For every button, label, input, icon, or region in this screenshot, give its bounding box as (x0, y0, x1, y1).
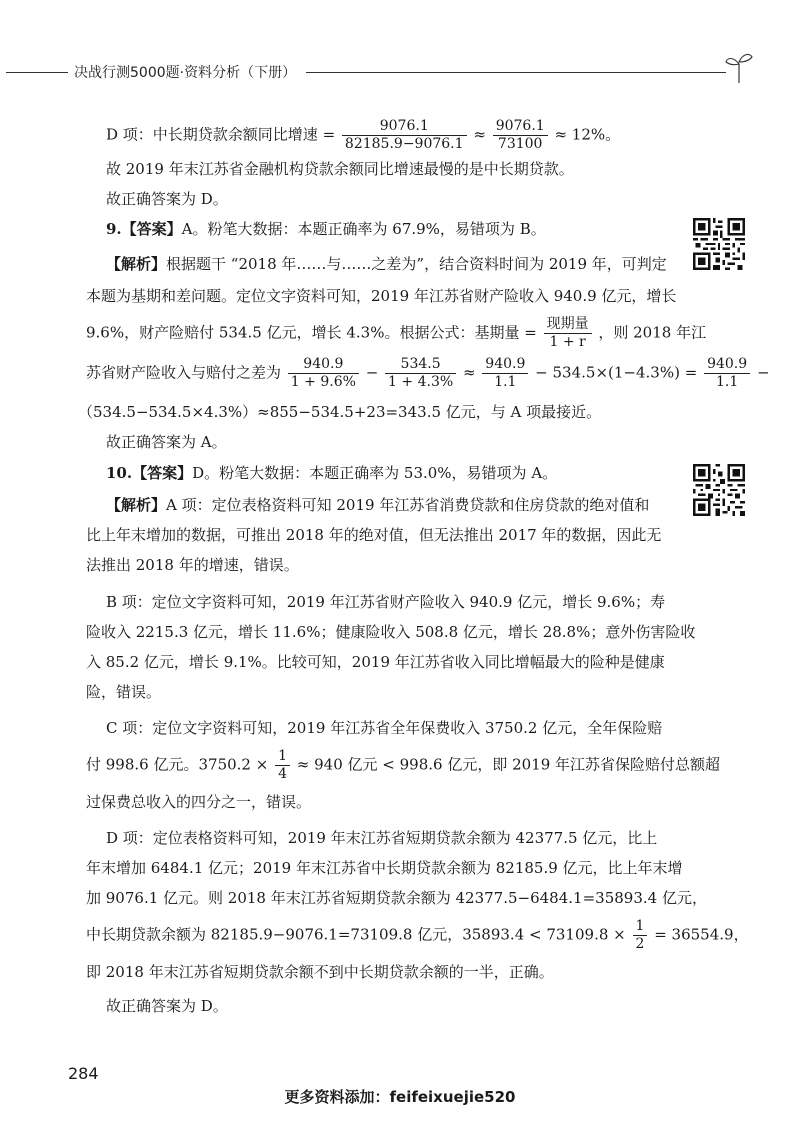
answer-9: 故正确答案为 A。 (106, 433, 227, 451)
header-title: 决战行测5000题·资料分析（下册） (74, 65, 297, 81)
fraction: $\frac{9076.1}{82185.9-9076.1}$ (342, 118, 467, 153)
fraction: $\frac{940.9}{1 + 9.6\%}$ (288, 356, 359, 391)
q10-analysis-d3: 加 9076.1 亿元。则 2018 年末江苏省短期贷款余额为 42377.5−6484.1=35893.4 亿元， (86, 889, 707, 907)
q9-analysis-2: 本题为基期和差问题。定位文字资料可知，2019 年江苏省财产险收入 940.9 亿元，增长 (86, 287, 677, 305)
answer-10: 故正确答案为 D。 (106, 997, 228, 1015)
footer-note: 更多资料添加：feifeixuejie520 (284, 1088, 516, 1106)
q10-analysis-b1: B 项：定位文字资料可知，2019 年江苏省财产险收入 940.9 亿元，增长 9.6%；寿 (106, 593, 666, 611)
fraction: $\frac{534.5}{1 + 4.3\%}$ (385, 356, 456, 391)
q9-answer-line: 9.【答案】A。粉笔大数据：本题正确率为 67.9%，易错项为 B。 (106, 220, 546, 238)
page-number: 284 (68, 1064, 99, 1083)
q9-analysis-4: 苏省财产险收入与赔付之差为 $\frac{940.9}{1 + 9.6\%}$ − $\frac{534.5}{1 + 4.3\%}$ ≈ $\frac{940.9}{1.1}$ − 534.5×(1−4.3%) = $\frac{940.9}{1.1}$ − (86, 356, 770, 390)
fraction: $\frac{1}{2}$ (633, 918, 648, 953)
q10-analysis-c2: 付 998.6 亿元。3750.2 × $\frac{1}{4}$ ≈ 940 亿元 < 998.6 亿元，即 2019 年江苏省保险赔付总额超 (86, 748, 721, 782)
q10-analysis-a3: 法推出 2018 年的增速，错误。 (86, 556, 299, 574)
q10-analysis-d5: 即 2018 年末江苏省短期贷款余额不到中长期贷款余额的一半，正确。 (86, 963, 554, 981)
q10-analysis-a1: 【解析】A 项：定位表格资料可知 2019 年江苏省消费贷款和住房贷款的绝对值和 (106, 496, 650, 514)
header-rule-left (6, 72, 68, 73)
q10-analysis-d1: D 项：定位表格资料可知，2019 年末江苏省短期贷款余额为 42377.5 亿元，比上 (106, 829, 658, 847)
conclusion-8: 故 2019 年末江苏省金融机构贷款余额同比增速最慢的是中长期贷款。 (106, 160, 574, 178)
fraction: $\frac{940.9}{1.1}$ (704, 356, 750, 391)
q10-analysis-c1: C 项：定位文字资料可知，2019 年江苏省全年保费收入 3750.2 亿元，全年保险赔 (106, 719, 663, 737)
fraction: $\frac{940.9}{1.1}$ (482, 356, 528, 391)
qr-code-icon[interactable] (693, 218, 745, 270)
q10-analysis-d4: 中长期贷款余额为 82185.9−9076.1=73109.8 亿元，35893.4 < 73109.8 × $\frac{1}{2}$ = 36554.9， (86, 918, 749, 952)
fraction: $\frac{9076.1}{73100}$ (493, 118, 548, 153)
q10-analysis-a2: 比上年末增加的数据，可推出 2018 年的绝对值，但无法推出 2017 年的数据，因此无 (86, 526, 662, 544)
fraction: $\frac{1}{4}$ (275, 748, 290, 783)
q10-analysis-b4: 险，错误。 (86, 683, 162, 701)
q10-analysis-d2: 年末增加 6484.1 亿元；2019 年末江苏省中长期贷款余额为 82185.9 亿元，比上年末增 (86, 859, 683, 877)
answer-8: 故正确答案为 D。 (106, 190, 228, 208)
q9-analysis-1: 【解析】根据题干 “2018 年……与……之差为”，结合资料时间为 2019 年，可判定 (106, 255, 667, 273)
q10-answer-line: 10.【答案】D。粉笔大数据：本题正确率为 53.0%，易错项为 A。 (106, 464, 558, 482)
qr-code-icon[interactable] (693, 464, 745, 516)
q9-analysis-3: 9.6%，财产险赔付 534.5 亿元，增长 4.3%。根据公式：基期量 = $\frac{\text{现期量}}{1 + r}$ ，则 2018 年江 (86, 316, 707, 350)
header-rule-right (306, 72, 726, 73)
q10-analysis-c3: 过保费总收入的四分之一，错误。 (86, 793, 312, 811)
sprout-icon (724, 50, 754, 84)
d-item-growth-formula: D 项：中长期贷款余额同比增速 = $\frac{9076.1}{82185.9-9076.1}$ ≈ $\frac{9076.1}{73100}$ ≈ 12%。 (106, 118, 621, 152)
fraction: $\frac{\text{现期量}}{1 + r}$ (544, 316, 592, 351)
running-header (0, 62, 800, 84)
q10-analysis-b2: 险收入 2215.3 亿元，增长 11.6%；健康险收入 508.8 亿元，增长 28.8%；意外伤害险收 (86, 623, 696, 641)
q10-analysis-b3: 入 85.2 亿元，增长 9.1%。比较可知，2019 年江苏省收入同比增幅最大的险种是健康 (86, 653, 665, 671)
q9-analysis-5: （534.5−534.5×4.3%）≈855−534.5+23=343.5 亿元，与 A 项最接近。 (78, 403, 602, 421)
